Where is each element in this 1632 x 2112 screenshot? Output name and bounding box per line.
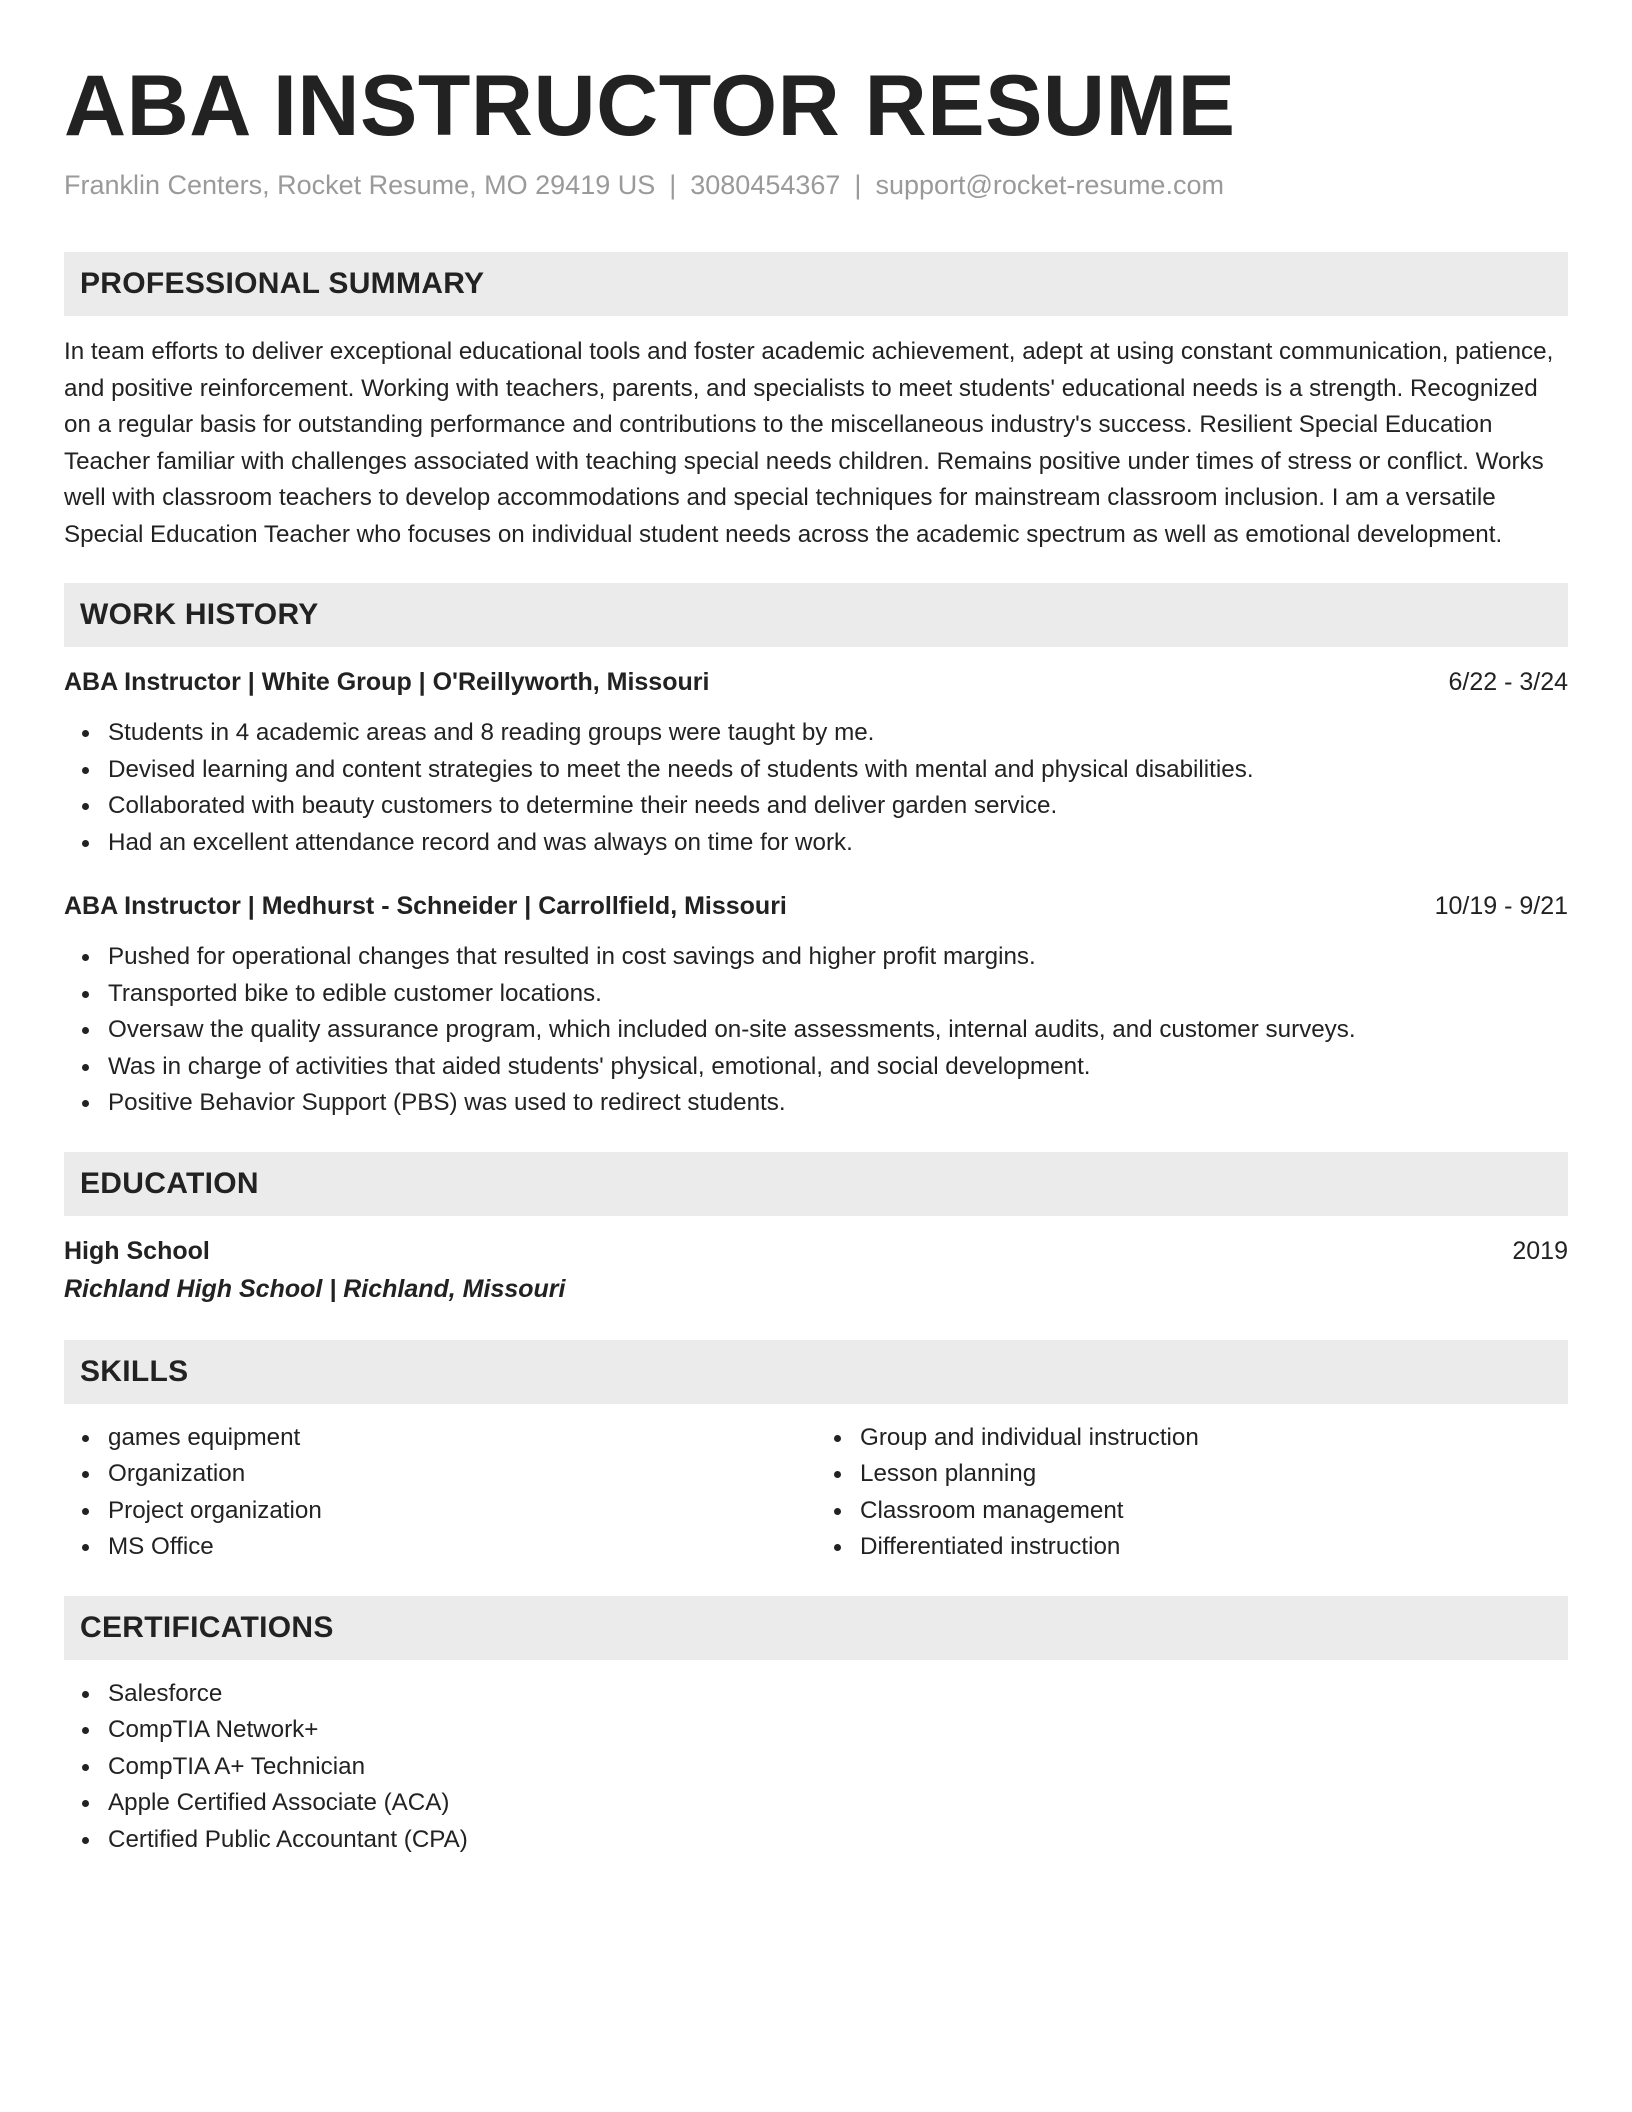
- list-item: Classroom management: [860, 1493, 1568, 1530]
- summary-text: In team efforts to deliver exceptional educational tools and foster academic achievement, adept at using constant communication, patience, and positive reinforcement. Working with teachers, parents, and specialists to meet students' educational needs is a strength. Recognized on a regular basis for outstanding performance and contributions to the miscellaneous industry's success. Resilient Special Education Teacher familiar with challenges associated with teaching special needs children. Remains positive under times of stress or conflict. Works well with classroom teachers to develop accommodations and special techniques for mainstream classroom inclusion. I am a versatile Special Education Teacher who focuses on individual student needs across the academic spectrum as well as emotional development.: [64, 338, 1554, 548]
- list-item: Lesson planning: [860, 1456, 1568, 1493]
- section-heading-certifications: CERTIFICATIONS: [64, 1596, 1568, 1660]
- list-item: games equipment: [108, 1420, 816, 1457]
- section-heading-summary: PROFESSIONAL SUMMARY: [64, 252, 1568, 316]
- list-item: CompTIA Network+: [108, 1712, 1568, 1749]
- job-bullets: [64, 939, 1568, 1122]
- list-item: Certified Public Accountant (CPA): [108, 1822, 1568, 1859]
- list-item: MS Office: [108, 1529, 816, 1566]
- list-item: Transported bike to edible customer locations.: [108, 976, 1568, 1013]
- job-bullets: [64, 715, 1568, 861]
- skills-list-right: [816, 1420, 1568, 1566]
- education-header: [64, 1234, 1568, 1268]
- list-item: Differentiated instruction: [860, 1529, 1568, 1566]
- list-item: Group and individual instruction: [860, 1420, 1568, 1457]
- certifications-list: [64, 1676, 1568, 1859]
- job-title: ABA Instructor | Medhurst - Schneider | Carrollfield, Missouri: [64, 892, 787, 920]
- section-heading-education: EDUCATION: [64, 1152, 1568, 1216]
- section-heading-work: WORK HISTORY: [64, 583, 1568, 647]
- contact-phone: 3080454367: [690, 170, 841, 200]
- contact-line: [64, 168, 1568, 202]
- education-year: 2019: [1512, 1236, 1568, 1265]
- list-item: Was in charge of activities that aided students' physical, emotional, and social development.: [108, 1049, 1568, 1086]
- resume-page: [64, 0, 1568, 1858]
- list-item: Collaborated with beauty customers to determine their needs and deliver garden service.: [108, 788, 1568, 825]
- list-item: Positive Behavior Support (PBS) was used to redirect students.: [108, 1085, 1568, 1122]
- list-item: Project organization: [108, 1493, 816, 1530]
- education-degree: High School: [64, 1236, 210, 1265]
- contact-address: Franklin Centers, Rocket Resume, MO 29419 US: [64, 170, 656, 200]
- contact-separator: |: [854, 170, 862, 200]
- list-item: Devised learning and content strategies to meet the needs of students with mental and physical disabilities.: [108, 752, 1568, 789]
- list-item: CompTIA A+ Technician: [108, 1749, 1568, 1786]
- job-header: [64, 665, 1568, 699]
- job-header: [64, 889, 1568, 923]
- list-item: Pushed for operational changes that resulted in cost savings and higher profit margins.: [108, 939, 1568, 976]
- section-heading-skills: SKILLS: [64, 1340, 1568, 1404]
- list-item: Students in 4 academic areas and 8 reading groups were taught by me.: [108, 715, 1568, 752]
- list-item: Apple Certified Associate (ACA): [108, 1785, 1568, 1822]
- skills-columns: [64, 1420, 1568, 1566]
- job-dates: 6/22 - 3/24: [1448, 668, 1568, 696]
- contact-separator: |: [669, 170, 677, 200]
- job-entry: [64, 889, 1568, 1122]
- skills-list-left: [64, 1420, 816, 1566]
- job-title: ABA Instructor | White Group | O'Reillyworth, Missouri: [64, 668, 710, 696]
- list-item: Salesforce: [108, 1676, 1568, 1713]
- list-item: Organization: [108, 1456, 816, 1493]
- contact-email: support@rocket-resume.com: [875, 170, 1224, 200]
- education-entry: [64, 1234, 1568, 1306]
- resume-title: ABA INSTRUCTOR RESUME: [64, 58, 1236, 154]
- list-item: Oversaw the quality assurance program, which included on-site assessments, internal audits, and customer surveys.: [108, 1012, 1568, 1049]
- job-dates: 10/19 - 9/21: [1434, 892, 1568, 920]
- education-school: Richland High School | Richland, Missouri: [64, 1274, 566, 1303]
- job-entry: [64, 665, 1568, 861]
- list-item: Had an excellent attendance record and was always on time for work.: [108, 825, 1568, 862]
